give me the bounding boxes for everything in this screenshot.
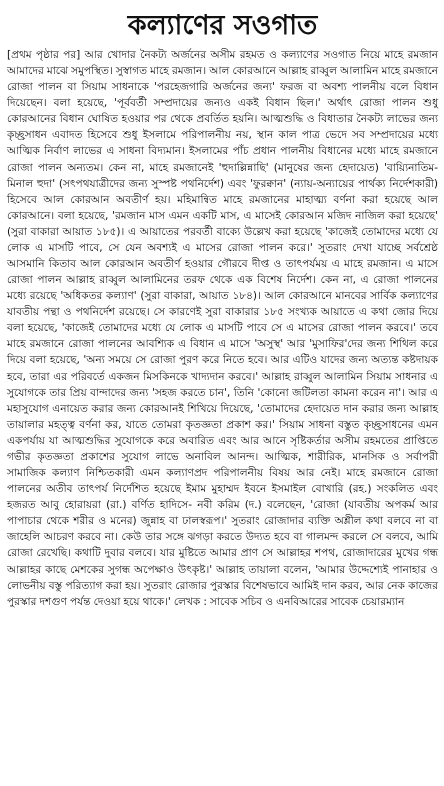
article-body (7, 47, 438, 610)
author-byline: সাবেক সচিব ও এনবিআরের সাবেক চেয়ারম্যান (210, 595, 405, 608)
continuation-label: [প্রথম পৃষ্ঠার পর] (7, 49, 81, 61)
article-paragraph: আর খোদার নৈকট্য অর্জনের অসীম রহমত ও কল্যাণের সওগাত নিয়ে মাহে রমজান আমাদের মাঝে সমুপস্থিত। সুস্বাগত মাহে রমজান। আল কোরআনে আল্লাহ রাব্বুল আলামিন মাহে রমজানে রোজা পালন বা সিয়াম সাধনাকে 'পরহেজগারি অর্জনের জন্য' ফরজ বা অবশ্য পালনীয় বলে বিধান দিয়েছেন। বলা হয়েছে, 'পূর্ববর্তী সম্প্রদায়ের জন্যও একই বিধান ছিল।' অর্থাৎ রোজা পালন শুধু কোরআনের বিধান ঘোষিত হওয়ার পর থেকে প্রবর্তিত হয়নি। আত্মশুদ্ধি ও বিধাতার নৈকট্য লাভের জন্য কৃচ্ছ্রসাধন এবাদত হিসেবে শুধু ইসলামে পরিপালনীয় নয়, স্থান কাল পাত্র ভেদে সব সম্প্রদায়ের মধ্যে আত্মিক নির্বাণ লাভের এ সাধনা বিদ্যমান। ইসলামের পাঁচ প্রধান পালনীয় বিধানের মধ্যে মাহে রমজানে রোজা পালন অন্যতম। কেন না, মাহে রমজানেই 'হুদাল্লিন্নাছি' (মানুষের জন্য হেদায়েত) 'বায়্যিনাতিম-মিনাল হুদা' (সৎপথযাত্রীদের জন্য সুস্পষ্ট পথনির্দেশ) এবং 'ফুরক্বান' (ন্যায়-অন্যায়ের পার্থক্য নির্দেশকারী) হিসেবে আল কোরআন অবতীর্ণ হয়। মহিমান্বিত মাহে রমজানের মাহাত্ম্য বর্ণনা করা হয়েছে আল কোরআনে। বলা হয়েছে, 'রমজান মাস এমন একটি মাস, এ মাসেই কোরআন মজিদ নাজিল করা হয়েছে' (সুরা বাকারা আয়াত ১৮৫)। এ আয়াতের পরবর্তী বাক্যে উল্লেখ করা হয়েছে 'কাজেই তোমাদের মধ্যে যে লোক এ মাসটি পাবে, সে যেন অবশ্যই এ মাসের রোজা পালন করে।' সুতরাং দেখা যাচ্ছে সর্বশ্রেষ্ঠ আসমানি কিতাব আল কোরআন অবতীর্ণ হওয়ার গৌরবে দীপ্ত ও তাৎপর্যময় এ মাহে রমজান। এ মাসে রোজা পালন আল্লাহ রাব্বুল আলামিনের তরফ থেকে এক বিশেষ নির্দেশ। কেন না, এ রোজা পালনের মধ্যে রয়েছে 'অধিকতর কল্যাণ' (সুরা বাকারা, আয়াত ১৮৪)। আল কোরআনে মানবের সার্বিক কল্যাণের যাবতীয় পন্থা ও পথনির্দেশ রয়েছে। সে কারণেই সুরা বাকারার ১৮৫ সংখ্যক আয়াতে এ কথা জোর দিয়ে বলা হয়েছে, 'কাজেই তোমাদের মধ্যে যে লোক এ মাসটি পাবে সে এ মাসের রোজা পালন করবে।' তবে মাহে রমজানে রোজা পালনের আবশ্যিক এ বিধান এ মাসে 'অসুস্থ' আর 'মুসাফির'দের জন্য শিথিল করে দিয়ে বলা হয়েছে, 'অন্য সময়ে সে রোজা পুরণ করে নিতে হবে। আর এটিও যাদের জন্য অত্যন্ত কষ্টদায়ক হবে, তারা এর পরিবর্তে একজন মিসকিনকে খাদ্যদান করবে।' আল্লাহ রাব্বুল আলামিন সিয়াম সাধনার এ সুযোগকে তার প্রিয় বান্দাদের জন্য 'সহজ করতে চান', তিনি 'কোনো জটিলতা কামনা করেন না'। আর এ মহাসুযোগ এনায়েত করার জন্য কোরআনই শিখিয়ে দিয়েছে, 'তোমাদের হেদায়েত দান করার জন্য আল্লাহ তায়ালার মহত্ত্ব বর্ণনা কর, যাতে তোমরা কৃতজ্ঞতা প্রকাশ কর।' সিয়াম সাধনা বস্তুত কৃচ্ছ্রসাধনের এমন একপর্যায় যা আত্মশুদ্ধির সুযোগকে করে অবারিত এবং আর আনে সৃষ্টিকর্তার অসীম রহমতের প্রাপ্তিতে গভীর কৃতজ্ঞতা প্রকাশের সুযোগ লাভে অনাবিল আনন্দ। আত্মিক, শারীরিক, মানসিক ও সর্বাপরী সামাজিক কল্যাণ নিশ্চিতকারী এমন কল্যাণপ্রদ পরিপালনীয় বিষয় আর নেই। মাহে রমজানে রোজা পালনের অতীব তাৎপর্য নির্দেশিত হয়েছে ইমাম মুহাম্মদ ইবনে ইসমাইল বোখারি (রহ.) সংকলিত এবং হজরত আবু হোরায়রা (রা.) বর্ণিত হাদিসে- নবী করিম (দ.) বলেছেন, 'রোজা (যাবতীয় অপকর্ম আর পাপাচার থেকে শরীর ও মনের) জুন্নাহ বা ঢালস্বরূপ।' সুতরাং রোজাদার ব্যক্তি অশ্লীল কথা বলবে না বা জাহেলি আচরণ করবে না। কেউ তার সঙ্গে ঝগড়া করতে উদ্যত হবে বা গালমন্দ করলে সে বলবে, আমি রোজা রেখেছি। কথাটি দুবার বলবে। যার মুষ্টিতে আমার প্রাণ সে আল্লাহর শপথ, রোজাদারের মুখের গন্ধ আল্লাহর কাছে মেশকের সুগন্ধ অপেক্ষাও উৎকৃষ্ট।' আল্লাহ তায়ালা বলেন, 'আমার উদ্দেশ্যেই পানাহার ও লোভনীয় বস্তু পরিত্যাগ করা হয়। সুতরাং রোজার পুরস্কার বিশেষভাবে আমিই দান করব, আর নেক কাজের পুরস্কার দশগুণ পর্যন্ত দেওয়া হয়ে থাকে।' (7, 49, 438, 608)
byline-separator: লেখক : (173, 595, 211, 608)
article-headline: কল্যাণের সওগাত (127, 10, 318, 41)
